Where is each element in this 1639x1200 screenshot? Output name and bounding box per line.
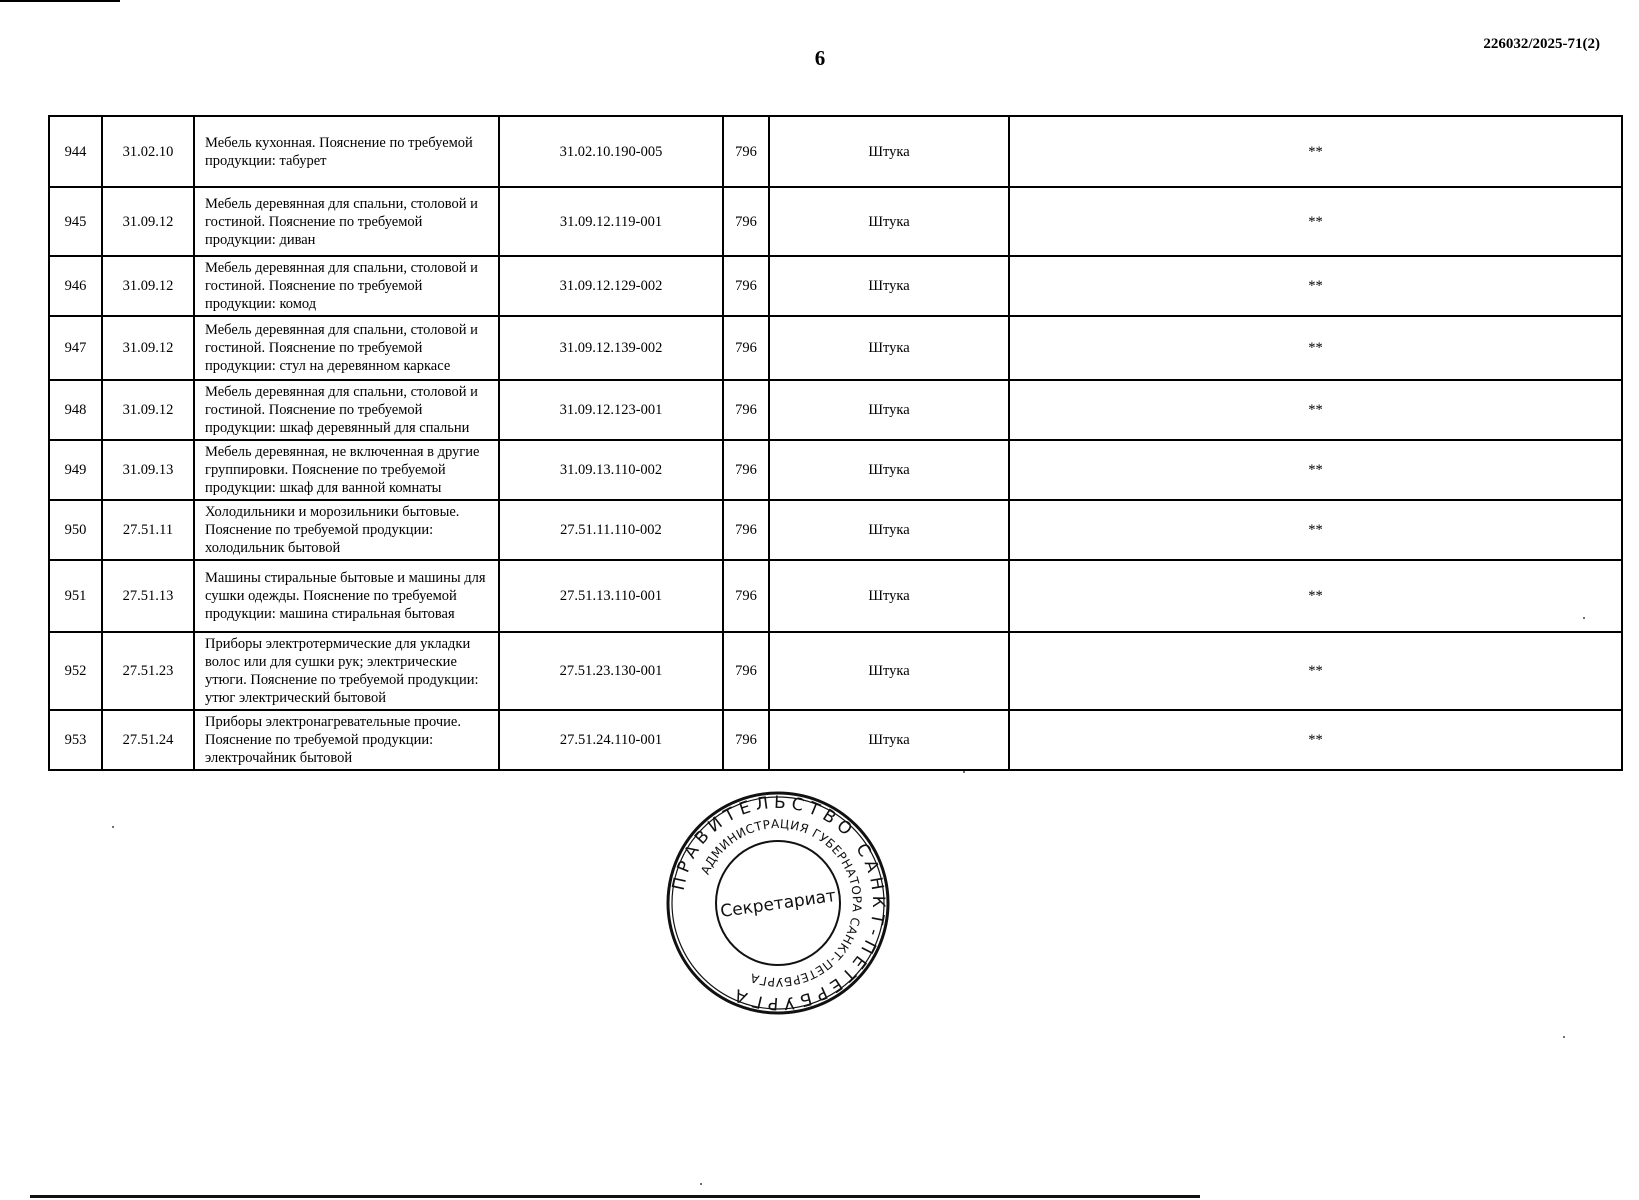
okei-code: 796 bbox=[723, 187, 769, 256]
bottom-edge-rule bbox=[30, 1195, 1200, 1198]
ktru-code: 31.09.12.123-001 bbox=[499, 380, 723, 440]
ktru-code: 31.02.10.190-005 bbox=[499, 116, 723, 187]
okei-code: 796 bbox=[723, 256, 769, 316]
requirements-mark: ** bbox=[1009, 560, 1622, 632]
table-row bbox=[49, 440, 1622, 500]
item-description: Мебель деревянная для спальни, столовой и гостиной. Пояснение по требуемой продукции: диван bbox=[194, 187, 499, 256]
requirements-mark: ** bbox=[1009, 316, 1622, 380]
row-number: 953 bbox=[49, 710, 102, 770]
ktru-code: 31.09.12.129-002 bbox=[499, 256, 723, 316]
ktru-code: 31.09.13.110-002 bbox=[499, 440, 723, 500]
unit-of-measure: Штука bbox=[769, 256, 1009, 316]
table-row bbox=[49, 316, 1622, 380]
okei-code: 796 bbox=[723, 560, 769, 632]
row-number: 945 bbox=[49, 187, 102, 256]
row-number: 952 bbox=[49, 632, 102, 710]
row-number: 949 bbox=[49, 440, 102, 500]
table-row bbox=[49, 256, 1622, 316]
unit-of-measure: Штука bbox=[769, 500, 1009, 560]
table-row bbox=[49, 632, 1622, 710]
requirements-mark: ** bbox=[1009, 500, 1622, 560]
table-row bbox=[49, 560, 1622, 632]
stamp-outer-text: ПРАВИТЕЛЬСТВО САНКТ-ПЕТЕРБУРГА bbox=[668, 792, 889, 1014]
item-description: Приборы электротермические для укладки волос или для сушки рук; электрические утюги. Пояснение по требуемой продукции: утюг электрический бытовой bbox=[194, 632, 499, 710]
row-number: 951 bbox=[49, 560, 102, 632]
unit-of-measure: Штука bbox=[769, 560, 1009, 632]
okei-code: 796 bbox=[723, 316, 769, 380]
ktru-code: 27.51.11.110-002 bbox=[499, 500, 723, 560]
requirements-mark: ** bbox=[1009, 187, 1622, 256]
requirements-mark: ** bbox=[1009, 440, 1622, 500]
unit-of-measure: Штука bbox=[769, 316, 1009, 380]
requirements-mark: ** bbox=[1009, 632, 1622, 710]
okpd-class-code: 27.51.24 bbox=[102, 710, 194, 770]
okei-code: 796 bbox=[723, 632, 769, 710]
requirements-mark: ** bbox=[1009, 710, 1622, 770]
table-row bbox=[49, 116, 1622, 187]
item-description: Мебель деревянная для спальни, столовой и гостиной. Пояснение по требуемой продукции: стул на деревянном каркасе bbox=[194, 316, 499, 380]
ktru-code: 27.51.24.110-001 bbox=[499, 710, 723, 770]
table-row bbox=[49, 710, 1622, 770]
unit-of-measure: Штука bbox=[769, 440, 1009, 500]
okei-code: 796 bbox=[723, 710, 769, 770]
row-number: 948 bbox=[49, 380, 102, 440]
secretariat-stamp bbox=[665, 790, 891, 1016]
unit-of-measure: Штука bbox=[769, 187, 1009, 256]
unit-of-measure: Штука bbox=[769, 710, 1009, 770]
item-description: Мебель деревянная для спальни, столовой и гостиной. Пояснение по требуемой продукции: комод bbox=[194, 256, 499, 316]
okei-code: 796 bbox=[723, 500, 769, 560]
okpd-class-code: 27.51.23 bbox=[102, 632, 194, 710]
okpd-class-code: 31.09.12 bbox=[102, 187, 194, 256]
ktru-code: 27.51.23.130-001 bbox=[499, 632, 723, 710]
table-row bbox=[49, 500, 1622, 560]
row-number: 947 bbox=[49, 316, 102, 380]
okpd-class-code: 27.51.11 bbox=[102, 500, 194, 560]
okpd-class-code: 31.09.12 bbox=[102, 316, 194, 380]
okpd-class-code: 31.09.13 bbox=[102, 440, 194, 500]
okpd-class-code: 31.09.12 bbox=[102, 380, 194, 440]
item-description: Машины стиральные бытовые и машины для сушки одежды. Пояснение по требуемой продукции: машина стиральная бытовая bbox=[194, 560, 499, 632]
okpd-class-code: 27.51.13 bbox=[102, 560, 194, 632]
item-description: Мебель кухонная. Пояснение по требуемой продукции: табурет bbox=[194, 116, 499, 187]
items-table-body bbox=[49, 116, 1622, 770]
table-row bbox=[49, 380, 1622, 440]
okei-code: 796 bbox=[723, 440, 769, 500]
unit-of-measure: Штука bbox=[769, 380, 1009, 440]
table-row bbox=[49, 187, 1622, 256]
okei-code: 796 bbox=[723, 116, 769, 187]
item-description: Мебель деревянная, не включенная в другие группировки. Пояснение по требуемой продукции: шкаф для ванной комнаты bbox=[194, 440, 499, 500]
ktru-code: 31.09.12.139-002 bbox=[499, 316, 723, 380]
okpd-class-code: 31.09.12 bbox=[102, 256, 194, 316]
okei-code: 796 bbox=[723, 380, 769, 440]
page-number: 6 bbox=[814, 46, 826, 70]
stamp-center-text: Секретариат bbox=[719, 885, 838, 922]
row-number: 946 bbox=[49, 256, 102, 316]
requirements-mark: ** bbox=[1009, 116, 1622, 187]
top-edge-rule bbox=[0, 0, 120, 2]
okpd-class-code: 31.02.10 bbox=[102, 116, 194, 187]
document-code: 226032/2025-71(2) bbox=[1483, 36, 1600, 52]
ktru-code: 31.09.12.119-001 bbox=[499, 187, 723, 256]
unit-of-measure: Штука bbox=[769, 632, 1009, 710]
item-description: Приборы электронагревательные прочие. Пояснение по требуемой продукции: электрочайник бытовой bbox=[194, 710, 499, 770]
requirements-mark: ** bbox=[1009, 380, 1622, 440]
item-description: Мебель деревянная для спальни, столовой и гостиной. Пояснение по требуемой продукции: шкаф деревянный для спальни bbox=[194, 380, 499, 440]
row-number: 944 bbox=[49, 116, 102, 187]
unit-of-measure: Штука bbox=[769, 116, 1009, 187]
item-description: Холодильники и морозильники бытовые. Пояснение по требуемой продукции: холодильник бытовой bbox=[194, 500, 499, 560]
items-table bbox=[48, 115, 1623, 771]
stamp-inner-text: АДМИНИСТРАЦИЯ ГУБЕРНАТОРА САНКТ-ПЕТЕРБУРГА bbox=[698, 816, 865, 990]
requirements-mark: ** bbox=[1009, 256, 1622, 316]
row-number: 950 bbox=[49, 500, 102, 560]
ktru-code: 27.51.13.110-001 bbox=[499, 560, 723, 632]
